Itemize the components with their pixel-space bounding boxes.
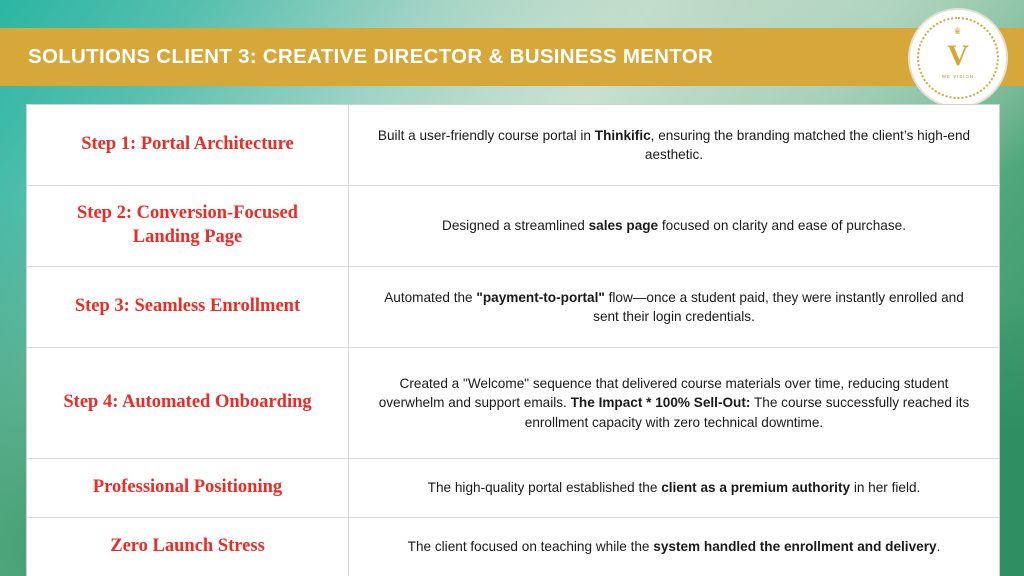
description-fragment: Automated the: [384, 289, 477, 305]
step-cell: [27, 518, 349, 576]
table-row: [27, 267, 999, 348]
description-text: [408, 537, 941, 556]
table-row: [27, 518, 999, 576]
description-fragment: The high-quality portal established the: [427, 480, 662, 496]
step-cell: [27, 459, 349, 517]
description-fragment: .: [936, 539, 941, 555]
step-label: Step 2: Conversion-Focused Landing Page: [77, 203, 298, 247]
description-fragment: Built a user-friendly course portal in: [377, 127, 595, 143]
table-row: [27, 186, 999, 267]
description-text: [371, 126, 977, 165]
description-cell: [349, 518, 999, 576]
description-emphasis: sales page: [588, 218, 659, 234]
step-label: Zero Launch Stress: [110, 536, 265, 557]
page-title: SOLUTIONS CLIENT 3: CREATIVE DIRECTOR & BUSINESS MENTOR: [28, 45, 714, 68]
description-emphasis: client as a premium authority: [661, 480, 851, 496]
solutions-table: [26, 104, 1000, 576]
step-label: Step 3: Seamless Enrollment: [74, 296, 301, 317]
description-cell: [349, 459, 999, 517]
description-fragment: flow—once a student paid, they were instantly enrolled and sent their login credentials.: [593, 289, 964, 324]
description-fragment: Designed a streamlined: [442, 218, 589, 234]
description-emphasis: system handled the enrollment and delivery: [653, 539, 937, 555]
description-emphasis: Thinkific: [594, 127, 651, 143]
step-label: Step 1: Portal Architecture: [81, 134, 294, 155]
description-fragment: , ensuring the branding matched the client’s high-end aesthetic.: [644, 127, 971, 162]
step-cell: [27, 267, 349, 347]
step-cell: [27, 105, 349, 185]
step-cell: [27, 348, 349, 458]
description-cell: [349, 348, 999, 458]
logo-monogram: V: [947, 39, 969, 72]
description-fragment: The client focused on teaching while the: [407, 539, 654, 555]
description-cell: [349, 267, 999, 347]
title-bar: [0, 28, 1024, 86]
step-label: Professional Positioning: [92, 477, 283, 498]
description-emphasis: The Impact * 100% Sell-Out:: [570, 395, 751, 411]
table-row: [27, 348, 999, 459]
description-fragment: focused on clarity and ease of purchase.: [658, 218, 906, 234]
description-text: [371, 374, 977, 432]
step-cell: [27, 186, 349, 266]
table-row: [27, 459, 999, 518]
description-cell: [349, 105, 999, 185]
table-row: [27, 105, 999, 186]
logo-badge: [910, 10, 1006, 106]
crown-icon: ♛: [953, 26, 963, 36]
description-text: [442, 216, 906, 235]
description-fragment: in her field.: [850, 480, 921, 496]
description-fragment: The course successfully reached its enrollment capacity with zero technical downtime.: [524, 395, 970, 430]
description-cell: [349, 186, 999, 266]
description-emphasis: "payment-to-portal": [476, 289, 605, 305]
logo-inner: [917, 17, 999, 99]
step-label: Step 4: Automated Onboarding: [63, 392, 312, 413]
description-text: [428, 478, 921, 497]
description-text: [371, 288, 977, 327]
logo-tagline: WE VISION: [941, 74, 975, 79]
description-fragment: Created a "Welcome" sequence that delivered course materials over time, reducing student overwhelm and support emails.: [378, 376, 949, 411]
